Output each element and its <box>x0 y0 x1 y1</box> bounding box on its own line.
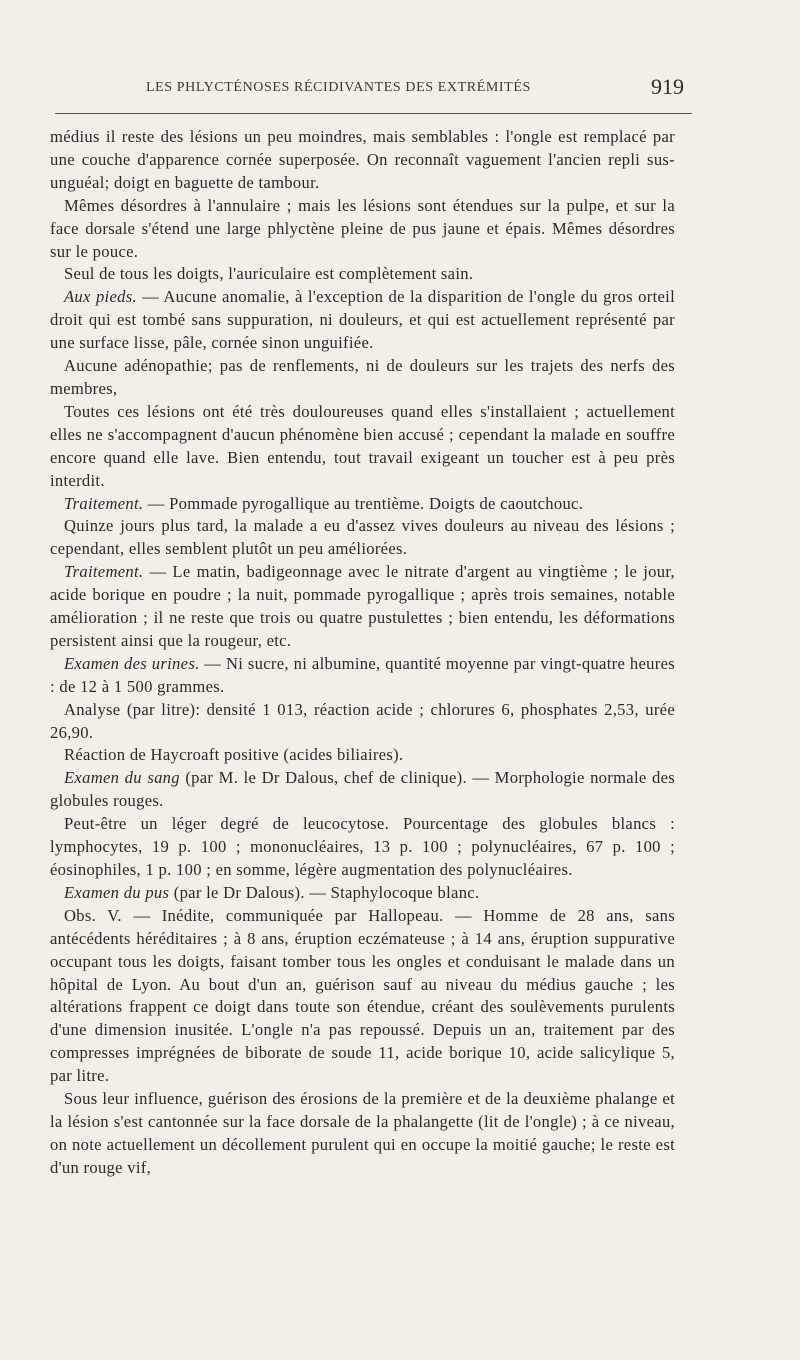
paragraph: Sous leur influence, guérison des érosions de la première et de la deuxième phalange et la lésion s'est cantonnée sur la face dorsale de la phalangette (lit de l'ongle) ; à ce niveau, on note actuellement un décollement purulent qui en occupe la moitié gauche; le reste est d'un rouge vif, <box>50 1089 675 1177</box>
paragraph: Mêmes désordres à l'annulaire ; mais les lésions sont étendues sur la pulpe, et sur la face dorsale s'étend une large phlyctène pleine de pus jaune et épais. Mêmes désordres sur le pouce. <box>50 195 675 261</box>
paragraph-lead: Aux pieds. <box>64 287 137 307</box>
paragraph-lead: Traitement. <box>64 562 144 582</box>
paragraph-lead: Examen du sang <box>64 768 180 788</box>
running-title: LES PHLYCTÉNOSES RÉCIDIVANTES DES EXTRÉMITÉS <box>146 80 531 95</box>
body-text <box>50 126 675 1180</box>
paragraph: Peut-être un léger degré de leucocytose. Pourcentage des globules blancs : lymphocytes, 19 p. 100 ; mononucléaires, 13 p. 100 ; polynucléaires, 67 p. 100 ; éosinophiles, 1 p. 100 ; en somme, légère augmentation des polynucléaires. <box>50 814 675 879</box>
running-head <box>60 72 692 106</box>
paragraph: Obs. V. — Inédite, communiquée par Hallopeau. — Homme de 28 ans, sans antécédents héréditaires ; à 8 ans, éruption eczémateuse ; à 14 ans, éruption suppurative occupant tous les doigts, faisant tomber tous les ongles et conduisant le malade dans un hôpital de Lyon. Au bout d'un an, guérison sauf au niveau du médius gauche ; les altérations frappent ce doigt dans toute son étendue, créant des soulèvements purulents d'une dimension inusitée. L'ongle n'a pas repoussé. Depuis un an, traitement par des compresses imprégnées de biborate de soude 11, acide borique 10, acide salicylique 5, par litre. <box>50 905 675 1086</box>
paragraph-lead: Traitement. <box>64 493 144 513</box>
paragraph: médius il reste des lésions un peu moindres, mais semblables : l'ongle est remplacé par une couche d'apparence cornée superposée. On reconnaît vaguement l'ancien repli sus-unguéal; doigt en baguette de tambour. <box>50 127 675 192</box>
paragraph: Réaction de Haycroaft positive (acides biliaires). <box>64 745 404 765</box>
paragraph: Analyse (par litre): densité 1 013, réaction acide ; chlorures 6, phosphates 2,53, urée 26,90. <box>50 699 675 742</box>
paragraph: Aucune adénopathie; pas de renflements, ni de douleurs sur les trajets des nerfs des membres, <box>50 356 675 398</box>
paragraph: Seul de tous les doigts, l'auriculaire est complètement sain. <box>64 264 474 284</box>
paragraph: Quinze jours plus tard, la malade a eu d'assez vives douleurs au niveau des lésions ; cependant, elles semblent plutôt un peu améliorées. <box>50 516 675 559</box>
paragraph: Toutes ces lésions ont été très douloureuses quand elles s'installaient ; actuellement elles ne s'accompagnent d'aucun phénomène bien accusé ; cependant la malade en souffre encore quand elle lave. Bien entendu, tout travail exigeant un toucher est à peu près interdit. <box>50 401 675 490</box>
paragraph: Examen des urines. — Ni sucre, ni albumine, quantité moyenne par vingt-quatre heures : de 12 à 1 500 grammes. <box>50 653 675 696</box>
paragraph-lead: Examen des urines. <box>64 653 200 673</box>
paragraph: Aux pieds. — Aucune anomalie, à l'exception de la disparition de l'ongle du gros orteil droit qui est tombé sans suppuration, ni douleurs, et qui est actuellement représenté par une surface lisse, pâle, cornée sinon unguifiée. <box>50 287 675 353</box>
page-number: 919 <box>651 74 684 99</box>
paragraph: Examen du pus (par le Dr Dalous). — Staphylocoque blanc. <box>64 882 480 902</box>
header-rule <box>55 113 692 114</box>
paragraph: Traitement. — Pommade pyrogallique au trentième. Doigts de caoutchouc. <box>64 493 584 513</box>
paragraph: Traitement. — Le matin, badigeonnage avec le nitrate d'argent au vingtième ; le jour, acide borique en poudre ; la nuit, pommade pyrogallique ; après trois semaines, notable amélioration ; il ne reste que trois ou quatre pustulettes ; bien entendu, les déformations persistent ainsi que la rougeur, etc. <box>50 562 675 650</box>
paragraph: Examen du sang (par M. le Dr Dalous, chef de clinique). — Morphologie normale des globules rouges. <box>50 768 675 811</box>
paragraph-lead: Examen du pus <box>64 882 170 902</box>
